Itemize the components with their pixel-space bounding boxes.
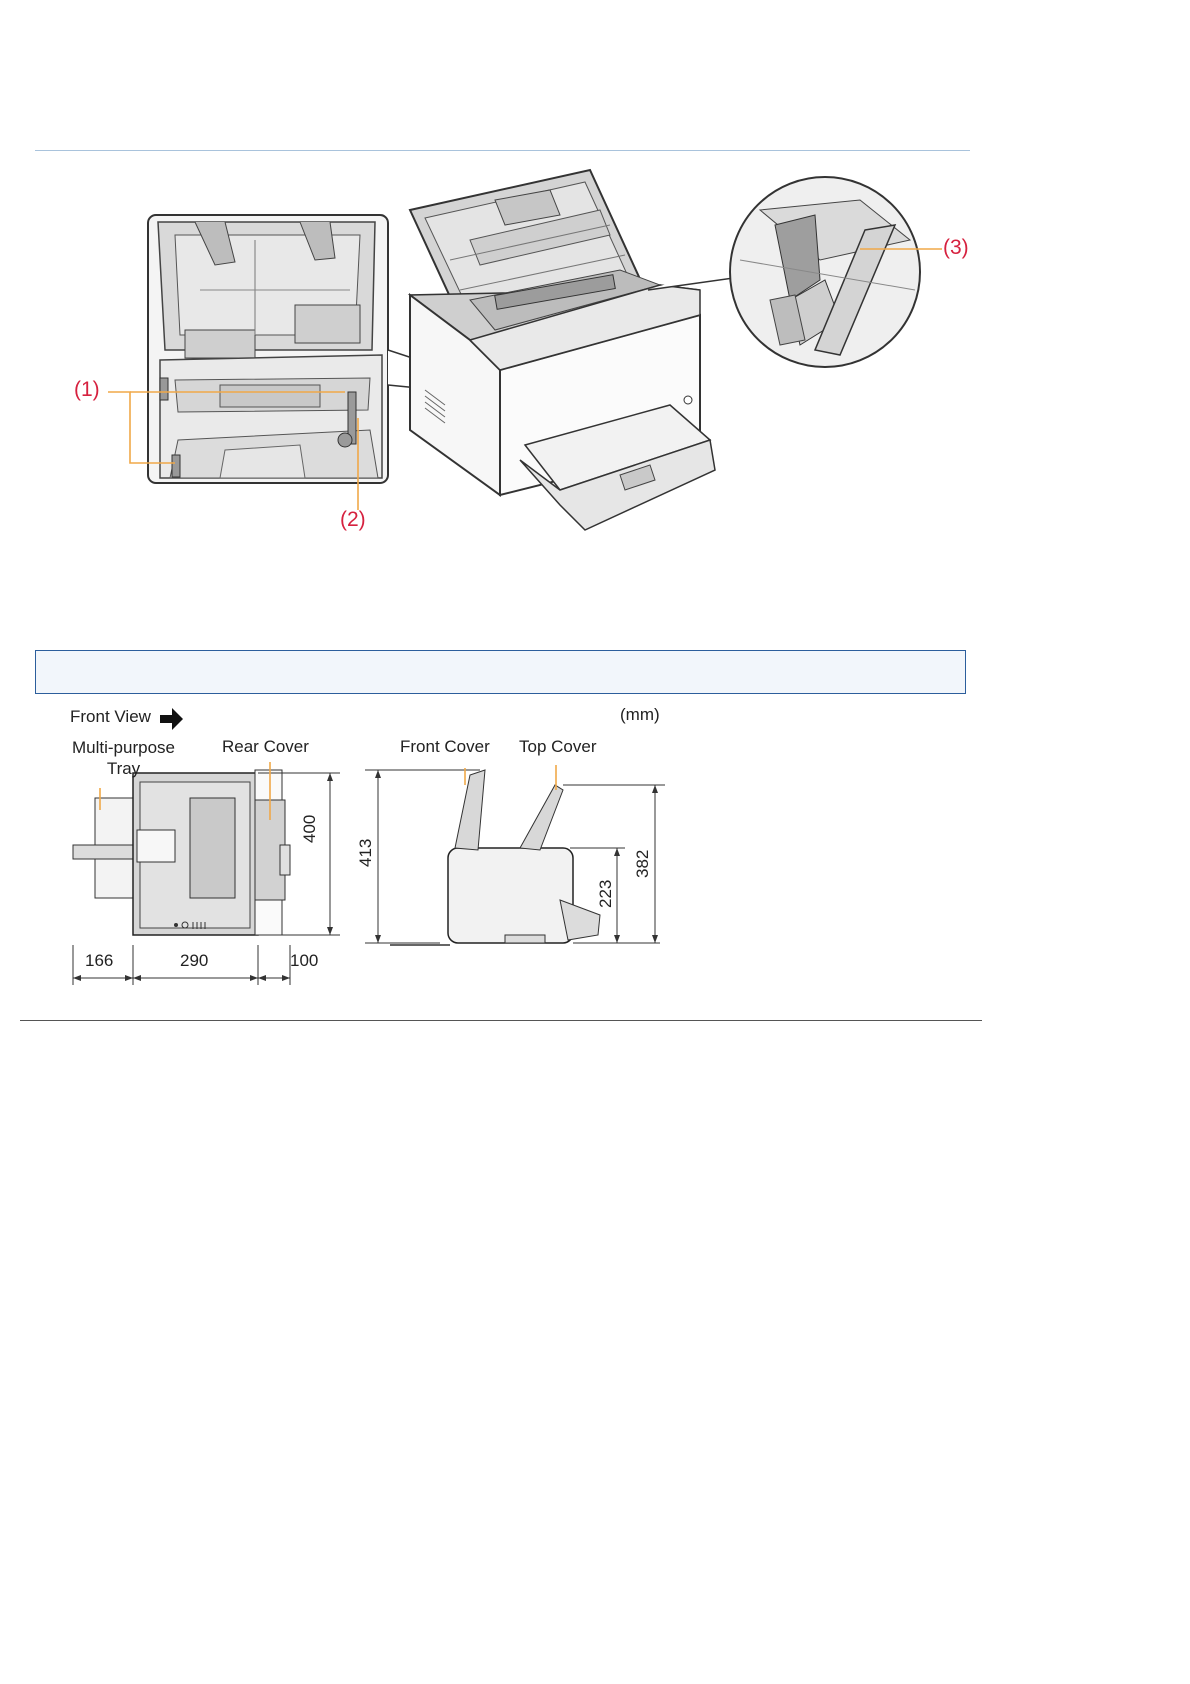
multi-purpose-tray-label xyxy=(72,737,175,779)
arrow-right-icon xyxy=(160,708,183,730)
dimension-382: 382 xyxy=(633,849,652,878)
callout-2: (2) xyxy=(340,508,366,531)
multi-purpose-tray-line2: Tray xyxy=(106,759,141,778)
rear-cover-label: Rear Cover xyxy=(222,737,309,756)
callout-1: (1) xyxy=(74,378,100,401)
dimension-166: 166 xyxy=(85,951,114,970)
top-cover-label: Top Cover xyxy=(519,737,597,756)
callout-3: (3) xyxy=(943,236,969,259)
dimension-413: 413 xyxy=(356,838,375,867)
front-cover-label: Front Cover xyxy=(400,737,490,756)
dimension-290: 290 xyxy=(180,951,209,970)
multi-purpose-tray-line1: Multi-purpose xyxy=(72,738,175,757)
unit-label: (mm) xyxy=(620,705,660,724)
front-view-label: Front View xyxy=(70,707,151,726)
dimension-100: 100 xyxy=(290,951,319,970)
top-view-drawing xyxy=(73,770,290,935)
side-view-drawing xyxy=(390,770,600,945)
dimension-400: 400 xyxy=(300,814,319,843)
section-divider-bottom xyxy=(20,1020,982,1021)
dimension-223: 223 xyxy=(596,879,615,908)
